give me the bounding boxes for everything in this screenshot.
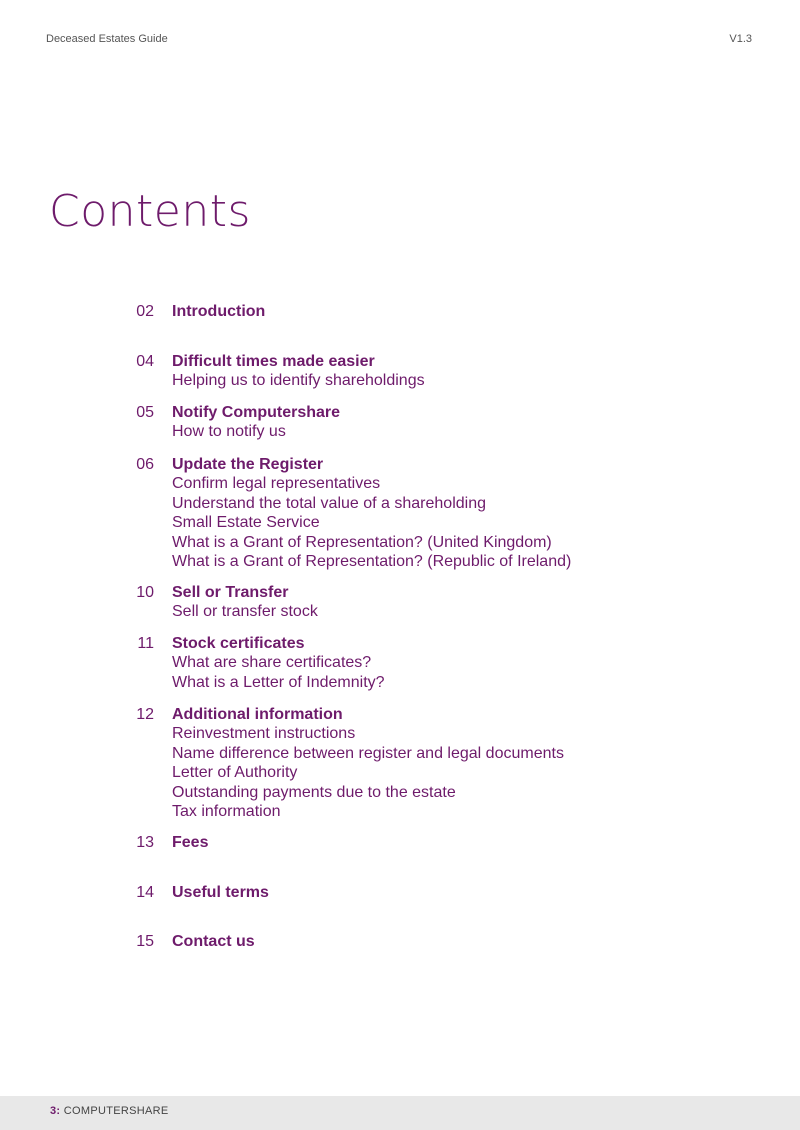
toc-subheading[interactable]: Name difference between register and legal documents <box>172 744 564 762</box>
toc-page-number: 04 <box>136 353 154 370</box>
toc-subheading[interactable]: How to notify us <box>172 423 286 441</box>
toc-heading[interactable]: Useful terms <box>172 884 269 901</box>
toc-page-number: 10 <box>136 584 154 601</box>
toc-entry-body <box>172 833 208 852</box>
footer <box>0 1096 800 1130</box>
toc-subheading[interactable]: What is a Grant of Representation? (Republic of Ireland) <box>172 553 572 571</box>
toc-heading[interactable]: Sell or Transfer <box>172 584 289 601</box>
footer-company: COMPUTERSHARE <box>63 1105 169 1117</box>
toc-entry-body <box>172 883 269 902</box>
toc-subheading[interactable]: Letter of Authority <box>172 764 298 782</box>
footer-text <box>50 1105 169 1117</box>
footer-page-number: 3: <box>50 1105 61 1117</box>
toc-subheading[interactable]: What is a Letter of Indemnity? <box>172 673 385 691</box>
toc-entry-body <box>172 455 571 571</box>
toc-page-number: 13 <box>136 834 154 851</box>
document-title: Deceased Estates Guide <box>46 33 168 45</box>
toc-page-number: 11 <box>137 635 154 652</box>
toc-subheading[interactable]: Confirm legal representatives <box>172 475 381 493</box>
toc-page-number: 02 <box>136 303 154 320</box>
toc-entry-body <box>172 634 385 692</box>
toc-subheading[interactable]: Sell or transfer stock <box>172 603 318 621</box>
toc-heading[interactable]: Introduction <box>172 303 266 320</box>
toc-page-number: 12 <box>136 706 154 723</box>
toc-heading[interactable]: Update the Register <box>172 456 324 473</box>
toc-entry-body <box>172 302 265 321</box>
version-label: V1.3 <box>729 33 752 45</box>
toc-page-number: 14 <box>136 884 154 901</box>
toc-entry-body <box>172 932 255 951</box>
toc-heading[interactable]: Additional information <box>172 706 343 723</box>
toc-page-number: 15 <box>136 933 154 950</box>
toc-page-number: 05 <box>136 404 154 421</box>
toc-subheading[interactable]: Helping us to identify shareholdings <box>172 372 425 390</box>
toc-page-number: 06 <box>136 456 154 473</box>
toc-entry-body <box>172 705 564 821</box>
toc-entry-body <box>172 403 340 442</box>
toc-subheading[interactable]: Understand the total value of a shareholding <box>172 494 486 512</box>
toc-heading[interactable]: Contact us <box>172 933 255 950</box>
toc-entry-body <box>172 352 425 391</box>
toc-heading[interactable]: Difficult times made easier <box>172 353 375 370</box>
toc-heading[interactable]: Notify Computershare <box>172 404 341 421</box>
toc-subheading[interactable]: Outstanding payments due to the estate <box>172 783 456 801</box>
toc-heading[interactable]: Stock certificates <box>172 635 305 652</box>
toc-subheading[interactable]: Reinvestment instructions <box>172 725 356 743</box>
toc-heading[interactable]: Fees <box>172 834 209 851</box>
toc-entry-body <box>172 583 318 622</box>
page-title: Contents <box>49 186 251 237</box>
toc-subheading[interactable]: Small Estate Service <box>172 514 320 532</box>
toc-subheading[interactable]: What is a Grant of Representation? (United Kingdom) <box>172 533 552 551</box>
toc-subheading[interactable]: Tax information <box>172 803 281 821</box>
toc-subheading[interactable]: What are share certificates? <box>172 654 372 672</box>
